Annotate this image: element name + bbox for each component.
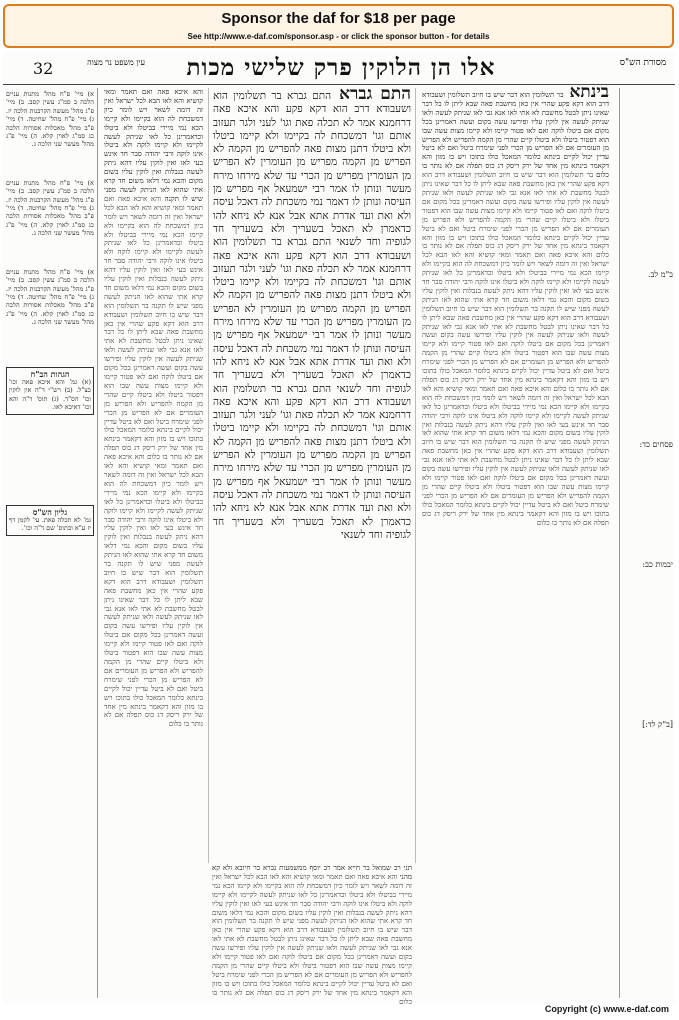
- copyright-footer[interactable]: [3, 1004, 675, 1018]
- gemara-footnote: [208, 864, 416, 1006]
- page-number: 32: [33, 59, 54, 78]
- gemara-body: התם גברא בר תשלומין הוא ושעבודא דרב הוא דקא פקע והא איכא פאה דרחמנא אמר לא תכלה פאת וגו' לעני ולגר תעזוב אותם וגו' דמשכחת לה בקיימו ולא קיימו ביטלו ולא ביטלו דתנן מצות פאה להפריש מן הקמה לא הפריש מן הקמה מפריש מן העומרין לא הפריש מן העומרין מפריש מן הכרי עד שלא מירחו מירח מעשר ונותן לו אמר רבי ישמעאל אף מפריש מן העיסה ונותן לו דאמר נמי משכחת לה דאכל עיסה ולא ואת ועד אדרת אתא אבל אנא לא ניחא להו כדאמרן לא תאכל בשעריך ולא בשעריך חד לגופיה וחד לשנאי: [213, 90, 411, 249]
- rashi-text-continued: בר תשלומין הוא דבר שיש בו חיוב תשלומין ושעבודא דרב הוא דקא פקע שהרי אין כאן מחשבת פאה שבא ליתן לו כל דבר שאינו ניתן לבטל מחשבת לא אתי לאו אנא גבי לאו שניתק לעשה ולאו שניתק לעשה אין לוקין עליו ופירשו עשה בקום ועשה דאמרינן בכל מקום אם ביטלו לוקה ואם לאו פטור קיימו ולא קיימו מצות עשה שבו הוא דפטור ביטלו ולא ביטלו קיים שהרי מן הקמה להפריש ולא הפריש מן העומרים אם לא הפריש מן הכרי לפני שימרח ביטל ואם לא ביטל עדיין יכול לקיים בינתא כלומר המאכל כולו בתוכו ויש בו מזון והא דקאמר בינתא מין אחד של ירק ריסק דג כוס תפלה אם לא נותר בו כלום: [422, 171, 609, 260]
- ein-mishpat-label: עין משפט נר מצוה: [87, 58, 145, 67]
- rashi-text-continued: בר תשלומין הוא דבר שיש בו חיוב תשלומין ושעבודא דרב הוא דקא פקע שהרי אין כאן מחשבת פאה שבא ליתן לו כל דבר שאינו ניתן לבטל מחשבת לא אתי לאו אנא גבי לאו שניתק לעשה ולאו שניתק לעשה אין לוקין עליו ופירשו עשה בקום ועשה דאמרינן בכל מקום אם ביטלו לוקה ואם לאו פטור קיימו ולא קיימו מצות עשה שבו הוא דפטור ביטלו ולא ביטלו קיים שהרי מן הקמה להפריש ולא הפריש מן העומרים אם לא הפריש מן הכרי לפני שימרח ביטל ואם לא ביטל עדיין יכול לקיים בינתא כלומר המאכל כולו בתוכו ויש בו מזון והא דקאמר בינתא מין אחד של ירק ריסק דג כוס תפלה אם לא נותר בו כלום: [422, 304, 609, 393]
- margin-reference: יבמות כב:: [642, 560, 673, 569]
- sponsor-subtitle[interactable]: See http://www.e-daf.com/sponsor.asp - or click the sponsor button - for details: [187, 32, 490, 41]
- margin-reference: פסחים כד:: [639, 440, 673, 449]
- tosafot-text: והא איכא פאה ואם תאמר ומאי קושיא והא לאו הבא לכל ישראל ואין זה דומה לשאר ויש לומר כיון דמשכחת לה הוא בקיימו ולא קיימו הכא נמי מיירי בביטלו ולא ביטלו וכדאמרינן כל לאו שניתק לעשה לקיימו ולא קיימו לוקה ולא ביטלו אינו לוקה ורבי יהודה סבר חד אינש בעי לאו ואין לוקין עליו דהא ניתק לעשה בנבלות ואין לוקין עליו בשום מקום והכא נמי דלאו משום חד קרא אתי שהוא לאו הניתק לעשה מפני שיש לו תקנה: [104, 88, 204, 203]
- bottom-commentary: בר תשלומין הוא דבר שיש בו חיוב תשלומין ושעבודא דרב הוא דקא פקע שהרי אין כאן מחשבת פאה שבא ליתן לו כל דבר שאינו ניתן לבטל מחשבת לא אתי לאו אנא גבי לאו שניתק לעשה ולאו שניתק לעשה אין לוקין עליו ופירשו עשה בקום ועשה דאמרינן בכל מקום אם ביטלו לוקה ואם לאו פטור קיימו ולא קיימו מצות עשה שבו הוא דפטור ביטלו ולא ביטלו קיים שהרי מן הקמה להפריש ולא הפריש מן העומרים אם לא הפריש מן הכרי לפני שימרח ביטל ואם לא ביטל עדיין יכול לקיים בינתא כלומר המאכל כולו בתוכו ויש בו מזון והא דקאמר בינתא מין אחד של ירק ריסק דג כוס תפלה אם לא נותר בו כלום: [212, 917, 412, 1006]
- hagahot-box: [6, 367, 94, 415]
- rashi-commentary: [418, 82, 613, 993]
- gemara-bottom-note: תני רב שמואל בר חייא אמר רב יוסף ממשמעות גברא בר חיובא ולא קא מהני: [212, 864, 412, 881]
- page-header: [3, 54, 675, 85]
- tosafot-text-continued: בר תשלומין הוא דבר שיש בו חיוב תשלומין ושעבודא דרב הוא דקא פקע שהרי אין כאן מחשבת פאה שבא ליתן לו כל דבר שאינו ניתן לבטל מחשבת לא אתי לאו אנא גבי לאו שניתק לעשה ולאו שניתק לעשה אין לוקין עליו ופירשו עשה בקום ועשה דאמרינן בכל מקום אם ביטלו לוקה ואם לאו פטור קיימו ולא קיימו מצות עשה שבו הוא דפטור ביטלו ולא ביטלו קיים שהרי מן הקמה להפריש ולא הפריש מן העומרים אם לא הפריש מן הכרי לפני שימרח ביטל ואם לא ביטל עדיין יכול לקיים בינתא כלומר המאכל כולו בתוכו ויש בו מזון והא דקאמר בינתא מין אחד של ירק ריסק דג כוס תפלה אם לא נותר בו כלום: [104, 301, 203, 462]
- rashi-text-continued: והא איכא פאה ואם תאמר ומאי קושיא והא לאו הבא לכל ישראל ואין זה דומה לשאר ויש לומר כיון דמשכחת לה הוא בקיימו ולא קיימו הכא נמי מיירי בביטלו ולא ביטלו וכדאמרינן כל לאו שניתק לעשה לקיימו ולא קיימו לוקה ולא ביטלו אינו לוקה ורבי יהודה סבר חד אינש בעי לאו ואין לוקין עליו דהא ניתק לעשה בנבלות ואין לוקין עליו בשום מקום והכא נמי דלאו משום חד קרא אתי שהוא לאו הניתק לעשה מפני שיש לו תקנה: [422, 251, 609, 313]
- tosafot-commentary: [101, 88, 206, 993]
- left-margin-ein-mishpat: [3, 88, 98, 998]
- gemara-opening-words: התם גברא: [331, 84, 411, 104]
- hagahot-title: הגהות הב"ח: [30, 368, 70, 379]
- tosafot-text-continued: בר תשלומין הוא דבר שיש בו חיוב תשלומין ושעבודא דרב הוא דקא פקע שהרי אין כאן מחשבת פאה שבא ליתן לו כל דבר שאינו ניתן לבטל מחשבת לא אתי לאו אנא גבי לאו שניתק לעשה ולאו שניתק לעשה אין לוקין עליו ופירשו עשה בקום ועשה דאמרינן בכל מקום אם ביטלו לוקה ואם לאו פטור קיימו ולא קיימו מצות עשה שבו הוא דפטור ביטלו ולא ביטלו קיים שהרי מן הקמה להפריש ולא הפריש מן העומרים אם לא הפריש מן הכרי לפני שימרח ביטל ואם לא ביטל עדיין יכול לקיים בינתא כלומר המאכל כולו בתוכו ויש בו מזון והא דקאמר בינתא מין אחד של ירק ריסק דג כוס תפלה אם לא נותר בו כלום: [104, 560, 203, 729]
- gilyon-title: גליון הש"ס: [32, 506, 68, 517]
- gemara-body-continued: התם גברא בר תשלומין הוא ושעבודא דרב הוא דקא פקע והא איכא פאה דרחמנא אמר לא תכלה פאת וגו' לעני ולגר תעזוב אותם וגו' דמשכחת לה בקיימו ולא קיימו ביטלו ולא ביטלו דתנן מצות פאה להפריש מן הקמה לא הפריש מן הקמה מפריש מן העומרין לא הפריש מן העומרין מפריש מן הכרי עד שלא מירחו מירח מעשר ונותן לו אמר רבי ישמעאל אף מפריש מן העיסה ונותן לו דאמר נמי משכחת לה דאכל עיסה ולא ואת ועד אדרת אתא אבל אנא לא ניחא להו כדאמרן לא תאכל בשעריך ולא בשעריך חד לגופיה וחד לשנאי: [213, 236, 411, 395]
- sponsor-banner[interactable]: [3, 4, 674, 48]
- margin-reference: [ב"ק לד:]: [642, 720, 673, 729]
- rashi-heading: בינתא: [563, 82, 609, 102]
- talmud-page: [3, 52, 675, 1006]
- ein-mishpat-text-continued: א) מיי' פ"ח מהל' מתנות עניים הלכה ב סמ"ג עשין קסב. ב) מיי' פ"ג מהל' מעשה הקרבנות הלכה יז. ג) מיי' פ"ח מהל' שחיטה. ד) מיי' פ"ב מהל' מאכלות אסורות הלכה כג סמ"ג לאוין קלא. ה) מיי' פ"ג מהל' מעשר שני הלכה ג.: [6, 178, 94, 238]
- masoret-hashas-label: מסורת הש"ס: [619, 58, 667, 68]
- gemara-text: [208, 84, 416, 863]
- margin-reference: ב"מ לב.: [648, 270, 673, 279]
- copyright-text[interactable]: Copyright (c) www.e-daf.com: [544, 1004, 669, 1014]
- gemara-body-continued: התם גברא בר תשלומין הוא ושעבודא דרב הוא דקא פקע והא איכא פאה דרחמנא אמר לא תכלה פאת וגו' לעני ולגר תעזוב אותם וגו' דמשכחת לה בקיימו ולא קיימו ביטלו ולא ביטלו דתנן מצות פאה להפריש מן הקמה לא הפריש מן הקמה מפריש מן העומרין לא הפריש מן העומרין מפריש מן הכרי עד שלא מירחו מירח מעשר ונותן לו אמר רבי ישמעאל אף מפריש מן העיסה ונותן לו דאמר נמי משכחת לה דאכל עיסה ולא ואת ועד אדרת אתא אבל אנא לא ניחא להו כדאמרן לא תאכל בשעריך ולא בשעריך חד לגופיה וחד לשנאי: [213, 382, 411, 541]
- rashi-text: בר תשלומין הוא דבר שיש בו חיוב תשלומין ושעבודא דרב הוא דקא פקע שהרי אין כאן מחשבת פאה שבא ליתן לו כל דבר שאינו ניתן לבטל מחשבת לא אתי לאו אנא גבי לאו שניתק לעשה ולאו שניתק לעשה אין לוקין עליו ופירשו עשה בקום ועשה דאמרינן בכל מקום אם ביטלו לוקה ואם לאו פטור קיימו ולא קיימו מצות עשה שבו הוא דפטור ביטלו ולא ביטלו קיים שהרי מן הקמה להפריש ולא הפריש מן העומרים אם לא הפריש מן הכרי לפני שימרח ביטל ואם לא ביטל עדיין יכול לקיים בינתא כלומר המאכל כולו בתוכו ויש בו מזון והא דקאמר בינתא מין אחד של ירק ריסק דג כוס תפלה אם לא נותר בו כלום: [422, 91, 609, 180]
- rashi-text-continued: בר תשלומין הוא דבר שיש בו חיוב תשלומין ושעבודא דרב הוא דקא פקע שהרי אין כאן מחשבת פאה שבא ליתן לו כל דבר שאינו ניתן לבטל מחשבת לא אתי לאו אנא גבי לאו שניתק לעשה ולאו שניתק לעשה אין לוקין עליו ופירשו עשה בקום ועשה דאמרינן בכל מקום אם ביטלו לוקה ואם לאו פטור קיימו ולא קיימו מצות עשה שבו הוא דפטור ביטלו ולא ביטלו קיים שהרי מן הקמה להפריש ולא הפריש מן העומרים אם לא הפריש מן הכרי לפני שימרח ביטל ואם לא ביטל עדיין יכול לקיים בינתא כלומר המאכל כולו בתוכו ויש בו מזון והא דקאמר בינתא מין אחד של ירק ריסק דג כוס תפלה אם לא נותר בו כלום: [422, 438, 609, 527]
- right-margin-references: [619, 88, 675, 998]
- chapter-title: אלו הן הלוקין פרק שלישי מכות: [186, 54, 496, 81]
- sponsor-title[interactable]: Sponsor the daf for $18 per page: [221, 10, 456, 27]
- rashi-text-continued: והא איכא פאה ואם תאמר ומאי קושיא והא לאו הבא לכל ישראל ואין זה דומה לשאר ויש לומר כיון דמשכחת לה הוא בקיימו ולא קיימו הכא נמי מיירי בביטלו ולא ביטלו וכדאמרינן כל לאו שניתק לעשה לקיימו ולא קיימו לוקה ולא ביטלו אינו לוקה ורבי יהודה סבר חד אינש בעי לאו ואין לוקין עליו דהא ניתק לעשה בנבלות ואין לוקין עליו בשום מקום והכא נמי דלאו משום חד קרא אתי שהוא לאו הניתק לעשה מפני שיש לו תקנה: [422, 384, 609, 447]
- hagahot-text: (א) גמ' והא איכא פאה וכו' כצ"ל. (ב) רש"י ד"ה אין לוקין וכו' הס"ד. (ג) תוס' ד"ה והא וכו' דאיכא לאו.: [9, 377, 91, 412]
- gilyon-box: [6, 505, 94, 536]
- tosafot-text-continued: והא איכא פאה ואם תאמר ומאי קושיא והא לאו הבא לכל ישראל ואין זה דומה לשאר ויש לומר כיון דמשכחת לה הוא בקיימו ולא קיימו הכא נמי מיירי בביטלו ולא ביטלו וכדאמרינן כל לאו שניתק לעשה לקיימו ולא קיימו לוקה ולא ביטלו אינו לוקה ורבי יהודה סבר חד אינש בעי לאו ואין לוקין עליו דהא ניתק לעשה בנבלות ואין לוקין עליו בשום מקום והכא נמי דלאו משום חד קרא אתי שהוא לאו הניתק לעשה מפני שיש לו תקנה: [104, 453, 203, 569]
- tosafot-text-continued: והא איכא פאה ואם תאמר ומאי קושיא והא לאו הבא לכל ישראל ואין זה דומה לשאר ויש לומר כיון דמשכחת לה הוא בקיימו ולא קיימו הכא נמי מיירי בביטלו ולא ביטלו וכדאמרינן כל לאו שניתק לעשה לקיימו ולא קיימו לוקה ולא ביטלו אינו לוקה ורבי יהודה סבר חד אינש בעי לאו ואין לוקין עליו דהא ניתק לעשה בנבלות ואין לוקין עליו בשום מקום והכא נמי דלאו משום חד קרא אתי שהוא לאו הניתק לעשה מפני שיש לו תקנה: [103, 194, 203, 310]
- gilyon-text: גמ' לא תכלה פאת. עי' לקמן דף יז ע"א ובתוס' שם ד"ה וכו'.: [9, 515, 91, 533]
- ein-mishpat-text: א) מיי' פ"ח מהל' מתנות עניים הלכה ב סמ"ג עשין קסב. ב) מיי' פ"ג מהל' מעשה הקרבנות הלכה יז. ג) מיי' פ"ח מהל' שחיטה. ד) מיי' פ"ב מהל' מאכלות אסורות הלכה כג סמ"ג לאוין קלא. ה) מיי' פ"ג מהל' מעשר שני הלכה ג.: [6, 90, 94, 149]
- ein-mishpat-text-continued: א) מיי' פ"ח מהל' מתנות עניים הלכה ב סמ"ג עשין קסב. ב) מיי' פ"ג מהל' מעשה הקרבנות הלכה יז. ג) מיי' פ"ח מהל' שחיטה. ד) מיי' פ"ב מהל' מאכלות אסורות הלכה כג סמ"ג לאוין קלא. ה) מיי' פ"ג מהל' מעשר שני הלכה ג.: [6, 267, 94, 327]
- bottom-commentary: והא איכא פאה ואם תאמר ומאי קושיא והא לאו הבא לכל ישראל ואין זה דומה לשאר ויש לומר כיון דמשכחת לה הוא בקיימו ולא קיימו הכא נמי מיירי בביטלו ולא ביטלו וכדאמרינן כל לאו שניתק לעשה לקיימו ולא קיימו לוקה ולא ביטלו אינו לוקה ורבי יהודה סבר חד אינש בעי לאו ואין לוקין עליו דהא ניתק לעשה בנבלות ואין לוקין עליו בשום מקום והכא נמי דלאו משום חד קרא אתי שהוא לאו הניתק לעשה מפני שיש לו תקנה: [212, 872, 412, 926]
